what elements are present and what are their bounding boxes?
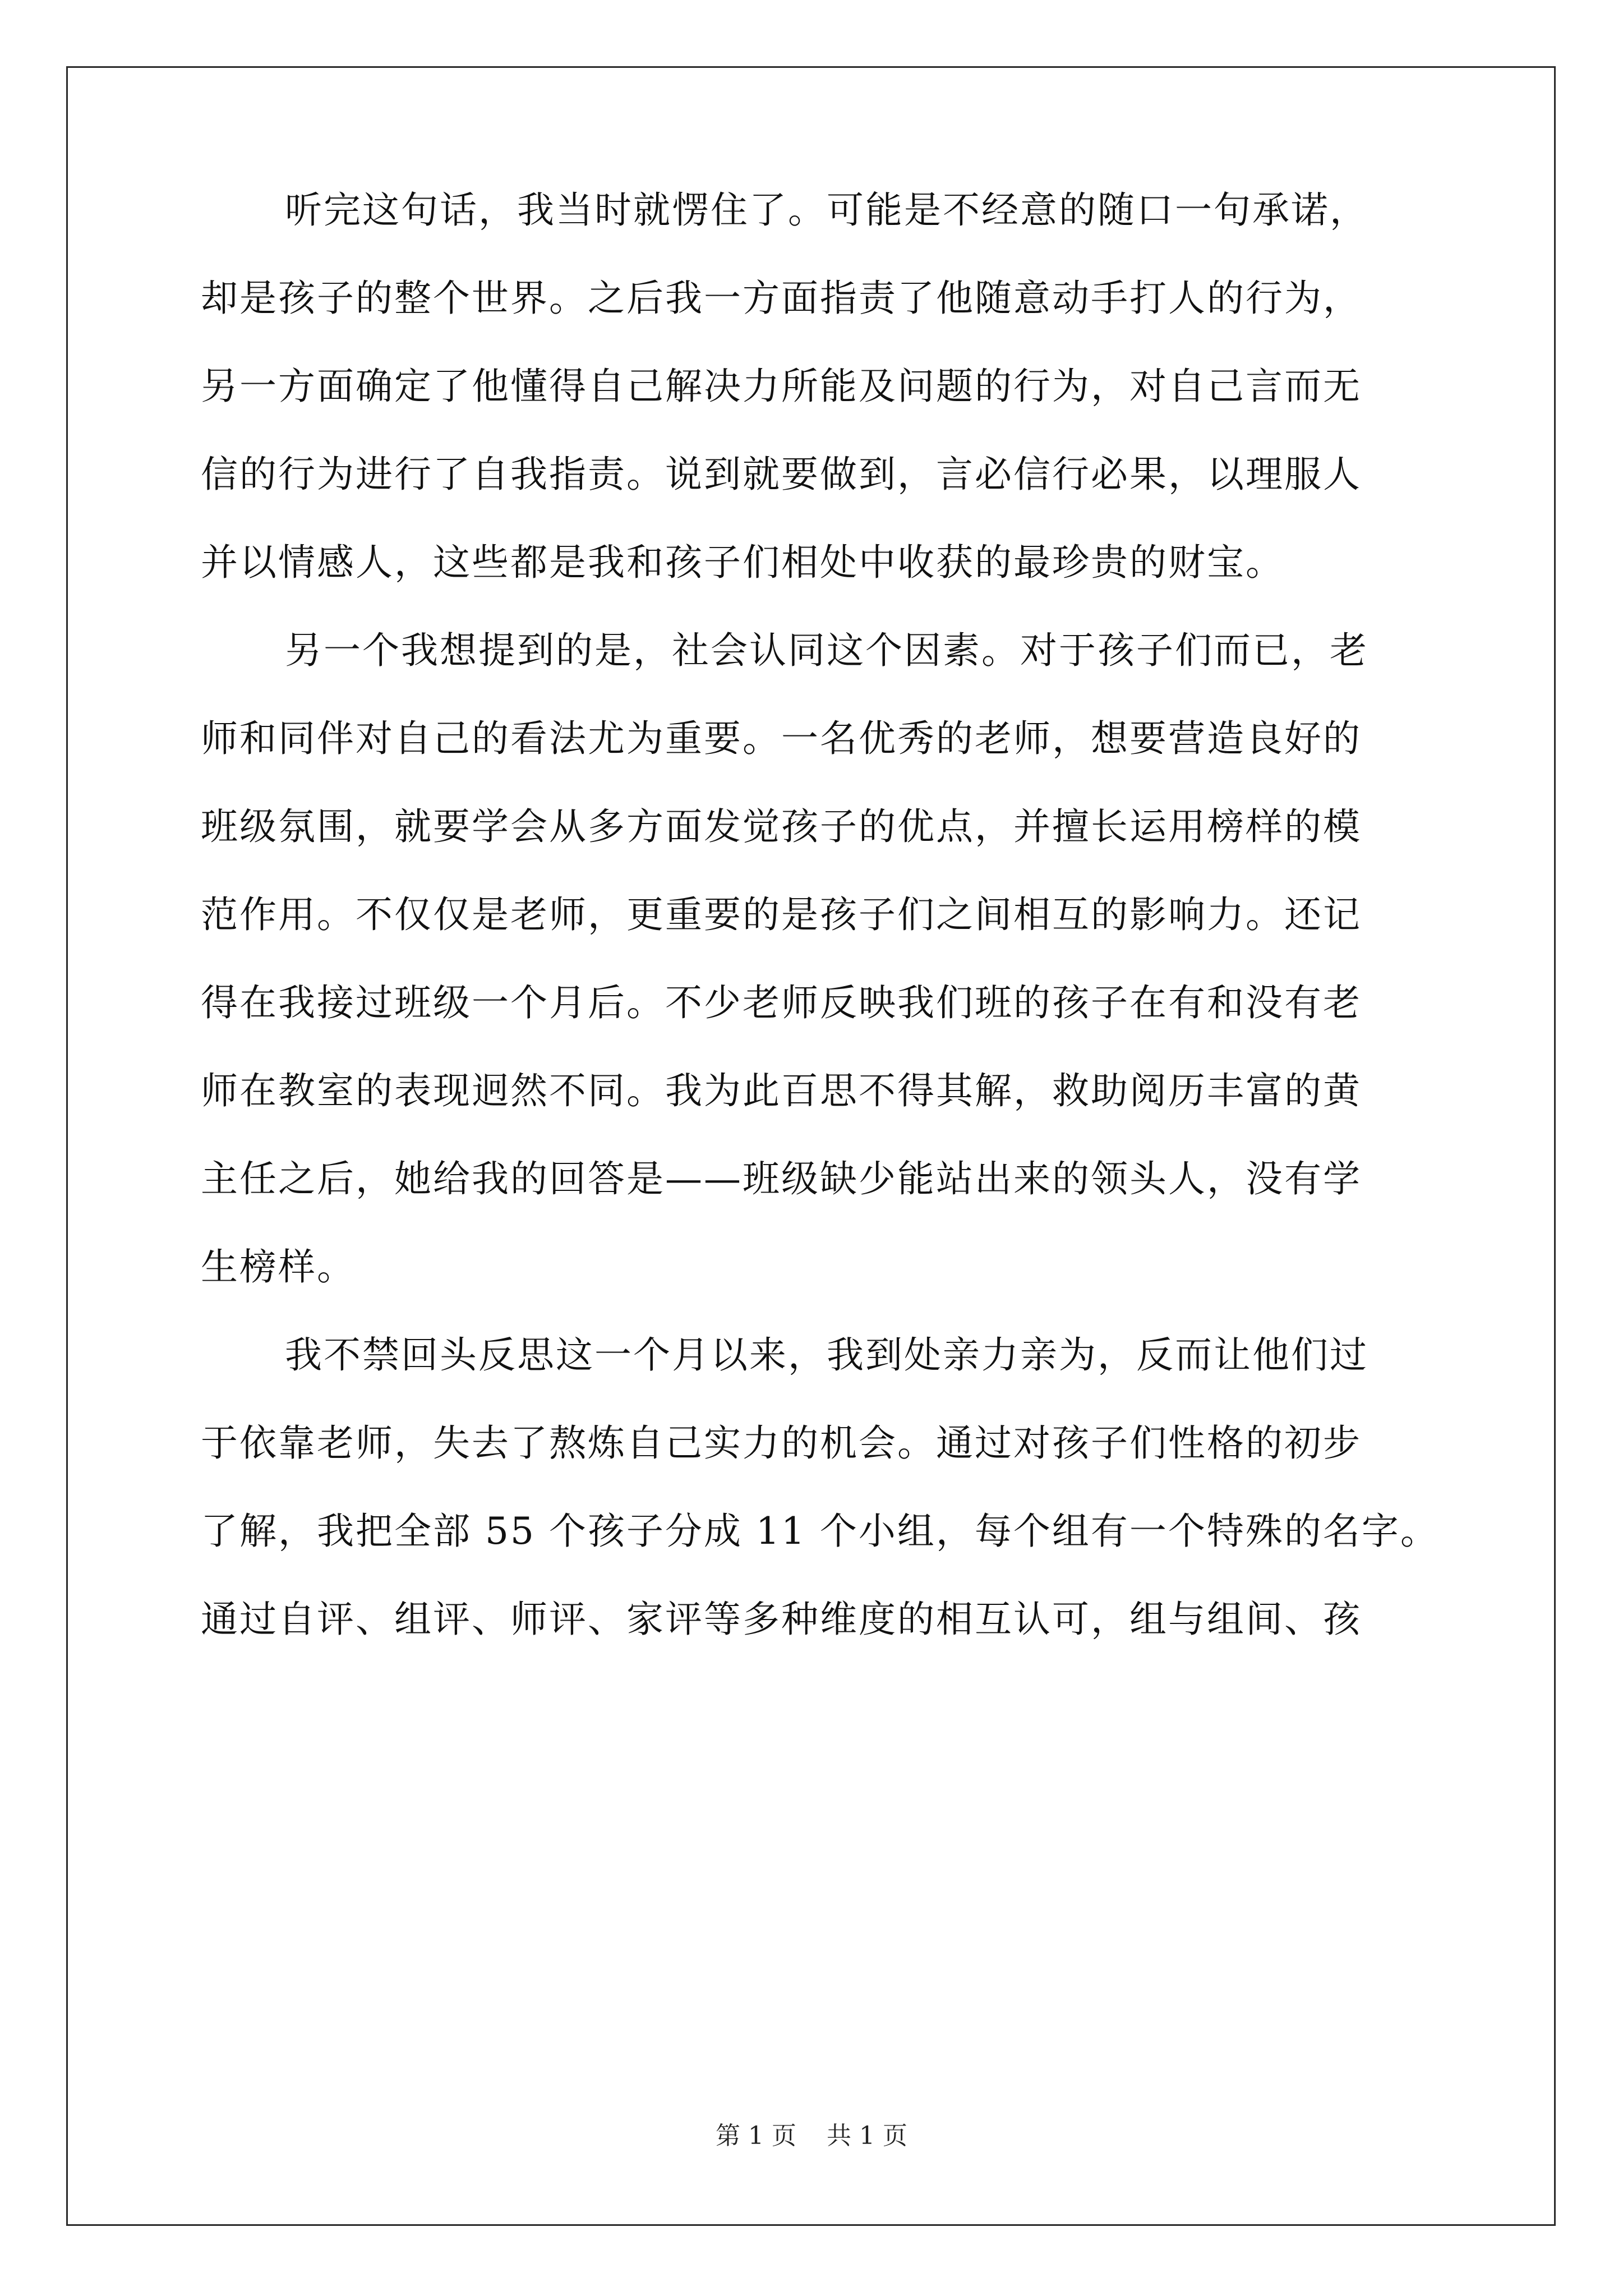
page-footer bbox=[0, 2119, 1623, 2153]
text-line: 通过自评、组评、师评、家评等多种维度的相互认可，组与组间、孩 bbox=[201, 1598, 1362, 1641]
text-line: 我不禁回头反思这一个月以来，我到处亲力亲为，反而让他们过 bbox=[285, 1333, 1368, 1377]
page-number: 第 1 页 bbox=[716, 2122, 796, 2150]
text-line: 却是孩子的整个世界。之后我一方面指责了他随意动手打人的行为， bbox=[201, 277, 1362, 320]
text-line: 范作用。不仅仅是老师，更重要的是孩子们之间相互的影响力。还记 bbox=[201, 893, 1362, 936]
text-line: 于依靠老师，失去了熬炼自己实力的机会。通过对孩子们性格的初步 bbox=[201, 1421, 1362, 1465]
text-line: 师在教室的表现迥然不同。我为此百思不得其解，救助阅历丰富的黄 bbox=[201, 1069, 1362, 1112]
text-line: 师和同伴对自己的看法尤为重要。一名优秀的老师，想要营造良好的 bbox=[201, 717, 1362, 760]
text-line: 班级氛围，就要学会从多方面发觉孩子的优点，并擅长运用榜样的模 bbox=[201, 805, 1362, 848]
text-line: 听完这句话，我当时就愣住了。可能是不经意的随口一句承诺， bbox=[285, 188, 1368, 232]
text-line: 另一个我想提到的是，社会认同这个因素。对于孩子们而已，老 bbox=[285, 629, 1368, 672]
text-line: 并以情感人，这些都是我和孩子们相处中收获的最珍贵的财宝。 bbox=[201, 541, 1284, 584]
text-line: 了解，我把全部 55 个孩子分成 11 个小组，每个组有一个特殊的名字。 bbox=[201, 1510, 1439, 1553]
text-line: 得在我接过班级一个月后。不少老师反映我们班的孩子在有和没有老 bbox=[201, 981, 1362, 1024]
text-line: 信的行为进行了自我指责。说到就要做到，言必信行必果，以理服人 bbox=[201, 453, 1362, 496]
text-line: 另一方面确定了他懂得自己解决力所能及问题的行为，对自己言而无 bbox=[201, 365, 1362, 408]
text-line: 主任之后，她给我的回答是——班级缺少能站出来的领头人，没有学 bbox=[201, 1157, 1362, 1200]
page-total: 共 1 页 bbox=[827, 2122, 907, 2150]
text-line: 生榜样。 bbox=[201, 1245, 356, 1289]
